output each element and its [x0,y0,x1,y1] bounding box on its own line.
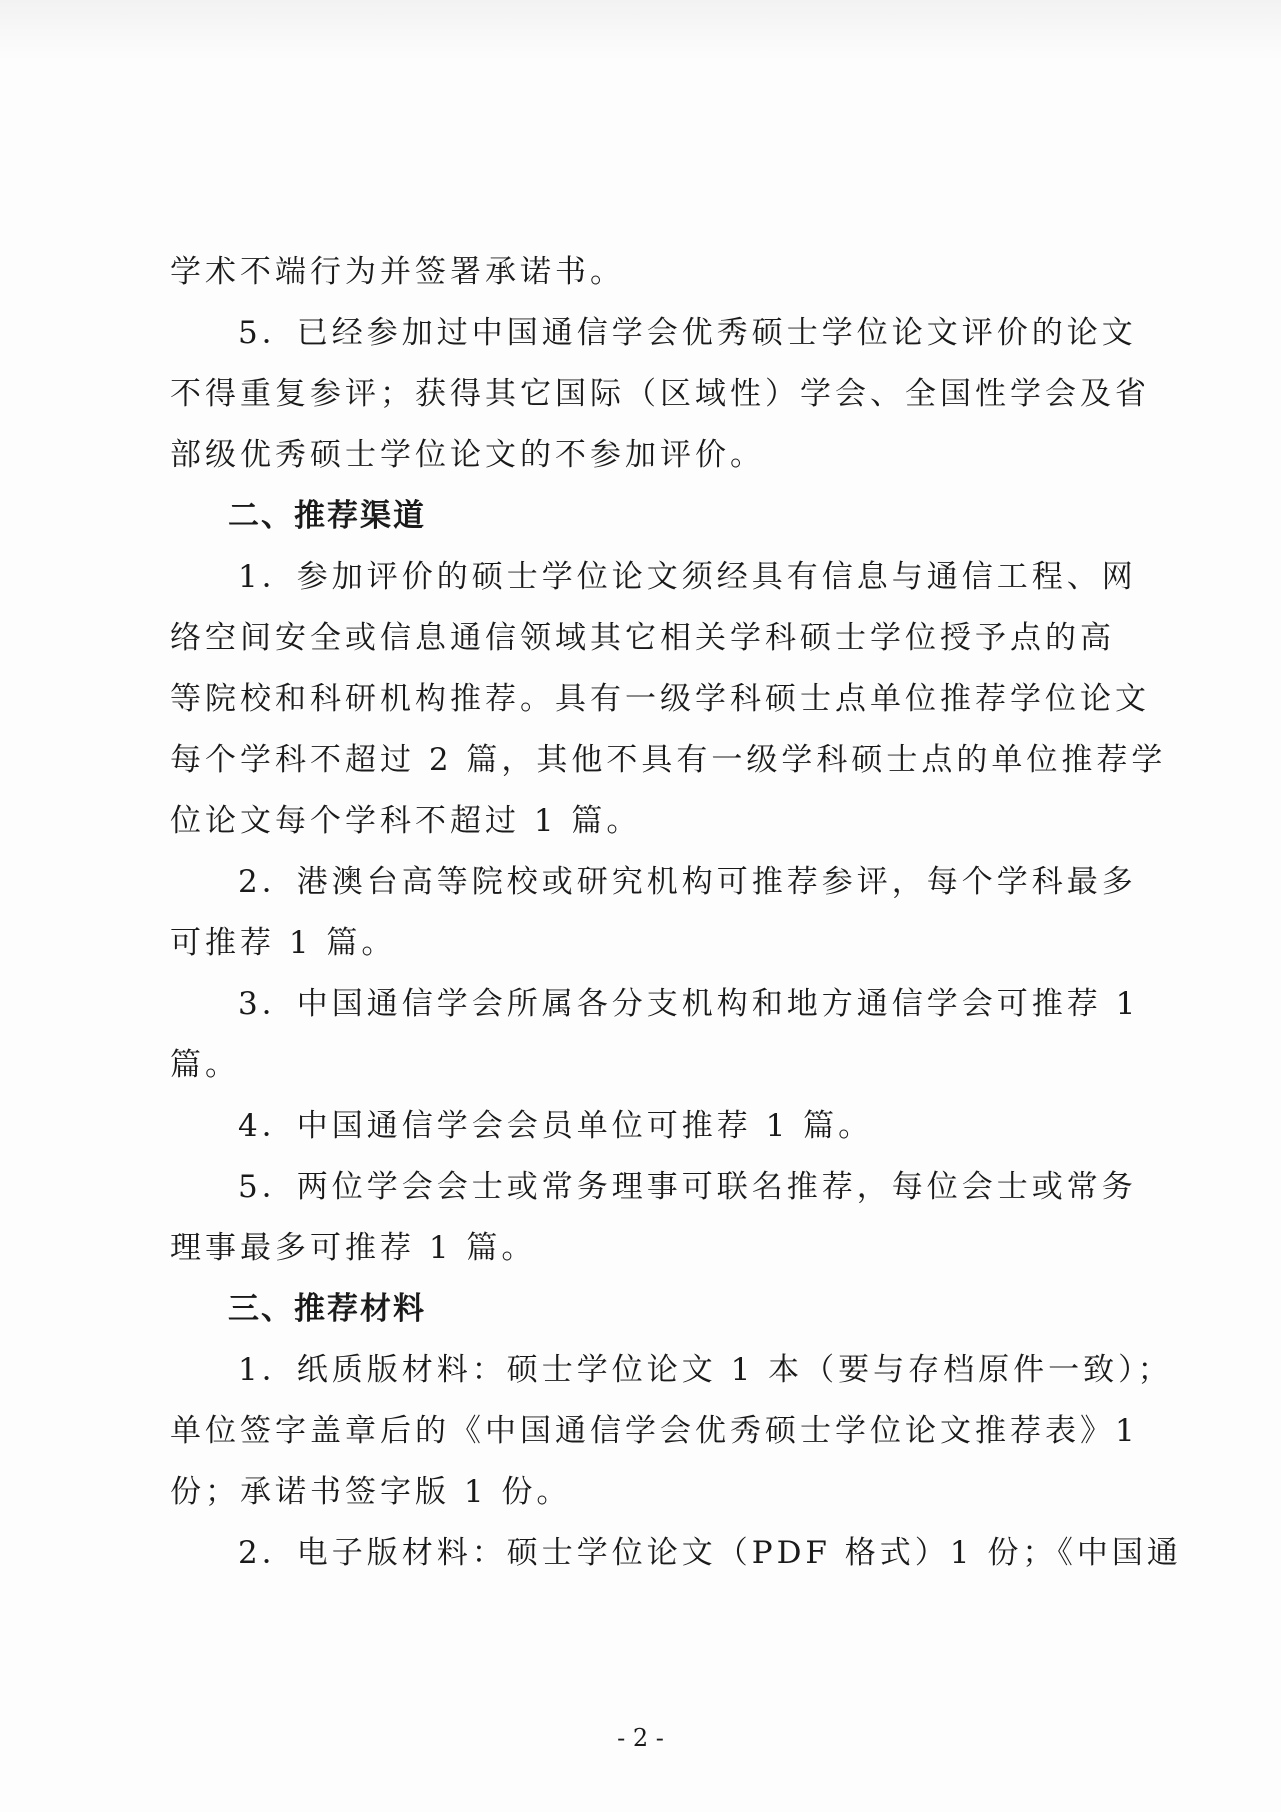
paragraph-line: 络空间安全或信息通信领域其它相关学科硕士学位授予点的高 [170,620,1115,656]
paragraph-line: 可推荐 1 篇。 [170,925,397,961]
scan-shadow [0,0,1281,60]
paragraph-line: 1．纸质版材料：硕士学位论文 1 本（要与存档原件一致）； [238,1352,1173,1388]
paragraph-line: 部级优秀硕士学位论文的不参加评价。 [170,437,765,473]
paragraph-line: 1．参加评价的硕士学位论文须经具有信息与通信工程、网 [238,559,1137,595]
paragraph-line: 不得重复参评；获得其它国际（区域性）学会、全国性学会及省 [170,376,1150,412]
section-heading-recommendation-materials: 三、推荐材料 [228,1291,426,1327]
paragraph-line: 份；承诺书签字版 1 份。 [170,1474,572,1510]
paragraph-line: 3．中国通信学会所属各分支机构和地方通信学会可推荐 1 [238,986,1140,1022]
paragraph-line: 篇。 [170,1047,240,1083]
paragraph-line: 5．已经参加过中国通信学会优秀硕士学位论文评价的论文 [238,315,1137,351]
paragraph-line: 位论文每个学科不超过 1 篇。 [170,803,642,839]
paragraph-line: 理事最多可推荐 1 篇。 [170,1230,537,1266]
page-number: - 2 - [617,1724,664,1752]
paragraph-line: 单位签字盖章后的《中国通信学会优秀硕士学位论文推荐表》1 [170,1413,1139,1449]
paragraph-line: 4．中国通信学会会员单位可推荐 1 篇。 [238,1108,874,1144]
paragraph-line: 2．港澳台高等院校或研究机构可推荐参评，每个学科最多 [238,864,1137,900]
paragraph-line: 5．两位学会会士或常务理事可联名推荐，每位会士或常务 [238,1169,1137,1205]
paragraph-line: 每个学科不超过 2 篇，其他不具有一级学科硕士点的单位推荐学 [170,742,1167,778]
paragraph-line: 2．电子版材料：硕士学位论文（PDF 格式）1 份；《中国通 [238,1535,1182,1571]
paragraph-line: 学术不端行为并签署承诺书。 [170,254,625,290]
paragraph-line: 等院校和科研机构推荐。具有一级学科硕士点单位推荐学位论文 [170,681,1150,717]
document-body [170,242,1182,1584]
section-heading-recommendation-channels: 二、推荐渠道 [228,498,426,534]
